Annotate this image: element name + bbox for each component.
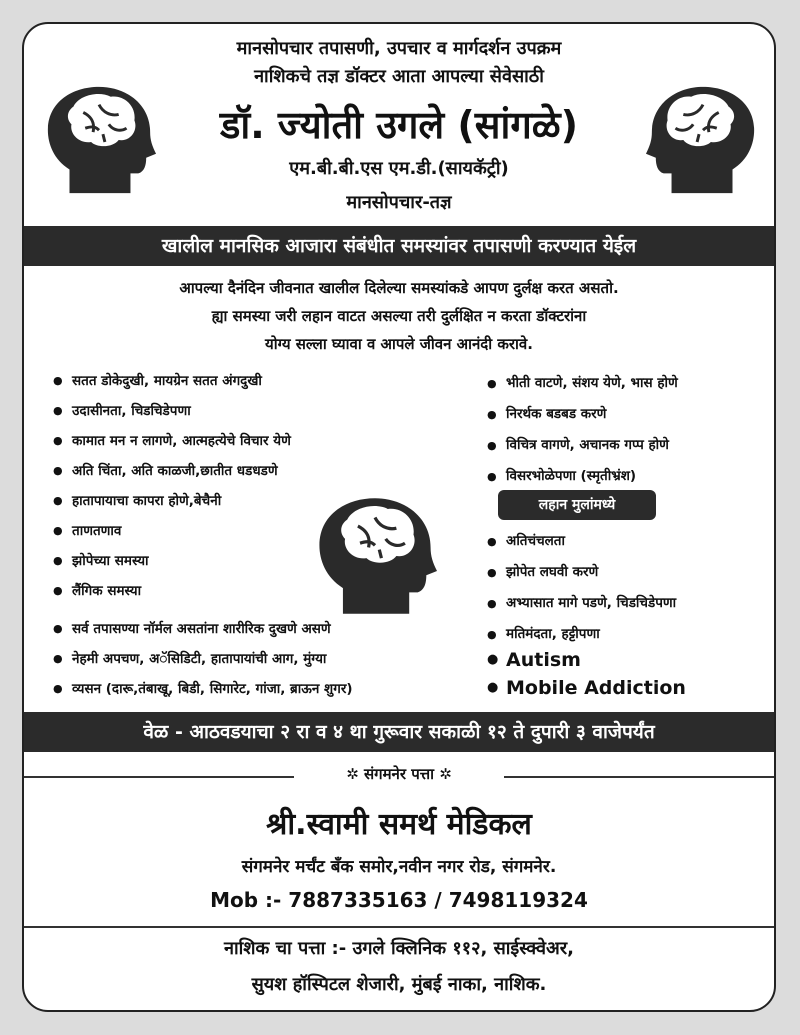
divider	[24, 926, 774, 928]
list-item: ● भीती वाटणे, संशय येणे, भास होणे	[484, 368, 678, 399]
english-condition-list	[484, 646, 686, 702]
list-item: ● उदासीनता, चिडचिडेपणा	[50, 396, 291, 426]
left-symptom-list-lower	[50, 614, 353, 704]
list-item: ● सतत डोकेदुखी, मायग्रेन सतत अंगदुखी	[50, 366, 291, 396]
list-item: ● झोपेच्या समस्या	[50, 546, 291, 576]
children-label: लहान मुलांमध्ये	[498, 490, 656, 520]
list-item: ● अति चिंता, अति काळजी,छातीत धडधडणे	[50, 456, 291, 486]
left-symptom-list	[50, 366, 291, 606]
sangamner-heading: ✲ संगमनेर पत्ता ✲	[346, 765, 452, 783]
doctor-name: डॉ. ज्योती उगले (सांगळे)	[220, 103, 578, 147]
list-item: ● अभ्यासात मागे पडणे, चिडचिडेपणा	[484, 588, 676, 619]
list-item: ● व्यसन (दारू,तंबाखू, बिडी, सिगारेट, गांजा, ब्राऊन शुगर)	[50, 674, 353, 704]
children-symptom-list	[484, 526, 676, 650]
intro-line-3: योग्य सल्ला घ्यावा व आपले जीवन आनंदी करावे.	[265, 335, 533, 353]
nashik-address-line-2: सुयश हॉस्पिटल शेजारी, मुंबई नाका, नाशिक.	[251, 974, 547, 995]
list-item: ● कामात मन न लागणे, आत्महत्येचे विचार येणे	[50, 426, 291, 456]
list-item: ● झोपेत लघवी करणे	[484, 557, 676, 588]
doctor-specialty: मानसोपचार-तज्ञ	[346, 192, 452, 213]
intro-line-1: आपल्या दैनंदिन जीवनात खालील दिलेल्या समस्यांकडे आपण दुर्लक्ष करत असतो.	[179, 279, 619, 297]
header-line-2: नाशिकचे तज्ञ डॉक्टर आता आपल्या सेवेसाठी	[254, 66, 544, 87]
sangamner-address: संगमनेर मर्चंट बँक समोर,नवीन नगर रोड, संगमनेर.	[241, 857, 557, 877]
list-item: ● ताणतणाव	[50, 516, 291, 546]
list-item: ● लैंगिक समस्या	[50, 576, 291, 606]
list-item: ● सर्व तपासण्या नॉर्मल असतांना शारीरिक दुखणे असणे	[50, 614, 353, 644]
list-item: ● Autism	[484, 646, 686, 674]
timing-banner: वेळ - आठवडयाचा २ रा व ४ था गुरूवार सकाळी १२ ते दुपारी ३ वाजेपर्यंत	[24, 712, 774, 752]
head-with-brain-icon-center	[310, 494, 440, 618]
list-item: ● हातापायाचा कापरा होणे,बेचैनी	[50, 486, 291, 516]
list-item: ● निरर्थक बडबड करणे	[484, 399, 678, 430]
right-symptom-list	[484, 368, 678, 492]
list-item: ● विचित्र वागणे, अचानक गप्प होणे	[484, 430, 678, 461]
banner-conditions: खालील मानसिक आजारा संबंधीत समस्यांवर तपासणी करण्यात येईल	[24, 226, 774, 266]
nashik-address-line-1: नाशिक चा पत्ता :- उगले क्लिनिक ११२, साईस्क्वेअर,	[223, 938, 575, 959]
doctor-degree: एम.बी.बी.एस एम.डी.(सायकॅट्री)	[289, 158, 509, 179]
list-item: ● Mobile Addiction	[484, 674, 686, 702]
header-line-1: मानसोपचार तपासणी, उपचार व मार्गदर्शन उपक्रम	[236, 38, 562, 59]
list-item: ● अतिचंचलता	[484, 526, 676, 557]
medical-shop-name: श्री.स्वामी समर्थ मेडिकल	[266, 807, 532, 842]
list-item: ● विसरभोळेपणा (स्मृतीभ्रंश)	[484, 461, 678, 492]
list-item: ● मतिमंदता, हट्टीपणा	[484, 619, 676, 650]
intro-line-2: ह्या समस्या जरी लहान वाटत असल्या तरी दुर्लक्षित न करता डॉक्टरांना	[211, 307, 587, 325]
list-item: ● नेहमी अपचण, अॅसिडिटी, हातापायांची आग, मुंग्या	[50, 644, 353, 674]
poster	[22, 22, 776, 1012]
mobile-numbers: Mob :- 7887335163 / 7498119324	[210, 888, 588, 912]
